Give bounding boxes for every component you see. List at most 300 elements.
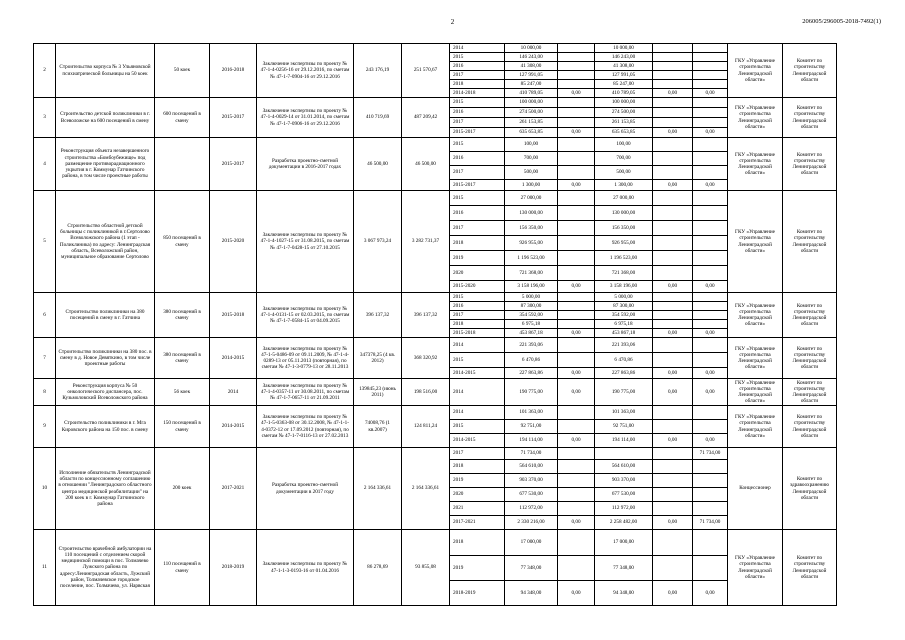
year-cell: 2017-2021	[450, 516, 505, 530]
total-funding: 564 610,00	[505, 460, 558, 474]
expertise-document: Заключение экспертизы по проекту № 47-1-4-0029-14 от 31.01.2014, по сметам № 47-1-7-0906-16 от 29.12.2016	[257, 98, 354, 138]
table-row	[34, 44, 893, 53]
year-cell: 2020	[450, 266, 505, 281]
construction-period: 2018-2019	[210, 530, 257, 606]
year-cell: 2016	[450, 152, 505, 166]
federal-funding	[558, 556, 595, 581]
municipal-funding: 0,00	[653, 89, 693, 98]
expertise-document: Разработка проектно-сметной документации в 2016-2017 годах	[257, 138, 354, 191]
municipal-funding: 0,00	[653, 516, 693, 530]
construction-period: 2014	[210, 379, 257, 406]
row-number: 4	[34, 138, 56, 191]
federal-funding: 0,00	[558, 581, 595, 606]
object-name: Строительство областной детской больницы с поликлиникой в г.Сертолово Всеволожского района (1 этап - Поликлиника) по адресу: Ленинградская область, Всеволожский район, муниципальное образование Сертолово	[56, 191, 155, 293]
expertise-document: Заключение экспертизы по проекту № 47-1-4-0357-11 от 30.08.2011, по сметам № 47-1-7-0657-11 от 21.09.2011	[257, 379, 354, 406]
row-number: 9	[34, 406, 56, 448]
municipal-funding	[653, 406, 693, 420]
document-id: 206005/296005-2018-7492(1)	[802, 18, 881, 25]
regional-funding: 5 000,00	[595, 293, 653, 302]
other-funding	[693, 311, 728, 320]
regional-funding: 94 348,00	[595, 581, 653, 606]
year-cell: 2019	[450, 556, 505, 581]
expertise-document: Заключение экспертизы по проекту № 47-1-5-0486-09 от 09.11.2009, № 47-1-4-0289-13 от 05.11.2013 (повторная), по сметам № 47-1-3-0779-13 от 28.11.2013	[257, 338, 354, 379]
total-funding: 261 153,85	[505, 118, 558, 128]
year-cell: 2015-2020	[450, 281, 505, 293]
construction-period: 2014-2015	[210, 338, 257, 379]
total-funding: 100 000,00	[505, 98, 558, 108]
budget-administrator: Комитет по строительству Ленинградской области	[783, 530, 837, 606]
regional-funding: 112 972,00	[595, 502, 653, 516]
year-cell: 2016	[450, 108, 505, 118]
federal-funding	[558, 44, 595, 53]
object-capacity: 110 посещений в смену	[155, 530, 210, 606]
municipal-funding	[653, 98, 693, 108]
total-funding: 6 975,18	[505, 320, 558, 329]
regional-funding: 410 789,05	[595, 89, 653, 98]
object-capacity: 56 коек	[155, 379, 210, 406]
regional-funding: 194 114,00	[595, 434, 653, 448]
object-name: Строительство врачебной амбулатории на 110 посещений с отделением скорой медицинской помощи в пос. Толмачево Лужского района по адресу:Ленинградская область, Лужский район, Толмачевское городское поселение, пос. Толмачево, ул. Нарвская	[56, 530, 155, 606]
total-funding: 85 247,00	[505, 80, 558, 89]
year-cell: 2016	[450, 302, 505, 311]
remaining-cost: 93 855,08	[402, 530, 450, 606]
federal-funding	[558, 448, 595, 460]
federal-funding: 0,00	[558, 281, 595, 293]
federal-funding: 0,00	[558, 180, 595, 191]
federal-funding	[558, 530, 595, 556]
construction-period: 2015-2020	[210, 191, 257, 293]
year-cell: 2016	[450, 206, 505, 221]
customer: Концессионер	[728, 448, 783, 530]
other-funding	[693, 266, 728, 281]
regional-funding: 635 653,85	[595, 128, 653, 138]
object-capacity: 50 коек	[155, 44, 210, 98]
total-funding: 2 330 216,00	[505, 516, 558, 530]
year-cell: 2017	[450, 311, 505, 320]
regional-funding: 3 158 196,00	[595, 281, 653, 293]
municipal-funding	[653, 44, 693, 53]
municipal-funding	[653, 166, 693, 180]
estimated-cost: 243 176,19	[354, 44, 402, 98]
total-funding: 94 348,00	[505, 581, 558, 606]
customer: ГКУ «Управление строительства Ленинградской области»	[728, 530, 783, 606]
federal-funding	[558, 62, 595, 71]
row-number: 10	[34, 448, 56, 530]
federal-funding	[558, 302, 595, 311]
federal-funding: 0,00	[558, 128, 595, 138]
investment-objects-table	[33, 43, 893, 606]
other-funding	[693, 191, 728, 206]
budget-administrator: Комитет по строительству Ленинградской области	[783, 293, 837, 338]
total-funding: 410 789,05	[505, 89, 558, 98]
table-row	[34, 98, 893, 108]
federal-funding	[558, 236, 595, 251]
remaining-cost: 2 164 336,61	[402, 448, 450, 530]
construction-period: 2015-2017	[210, 138, 257, 191]
other-funding: 0,00	[693, 128, 728, 138]
object-name: Строительство детской поликлиники в г. Всеволожске на 600 посещений в смену	[56, 98, 155, 138]
year-cell: 2015	[450, 98, 505, 108]
table-row	[34, 138, 893, 152]
regional-funding: 500,00	[595, 166, 653, 180]
federal-funding	[558, 98, 595, 108]
federal-funding	[558, 138, 595, 152]
row-number: 2	[34, 44, 56, 98]
municipal-funding	[653, 448, 693, 460]
regional-funding: 85 247,00	[595, 80, 653, 89]
total-funding: 635 653,85	[505, 128, 558, 138]
object-name: Строительство поликлиники на 380 посещений в смену в г. Гатчина	[56, 293, 155, 338]
total-funding: 1 300,00	[505, 180, 558, 191]
total-funding: 41 308,00	[505, 62, 558, 71]
other-funding	[693, 320, 728, 329]
estimated-cost: 347378,25 (4 кв. 2012)	[354, 338, 402, 379]
total-funding: 500,00	[505, 166, 558, 180]
municipal-funding	[653, 206, 693, 221]
object-name: Строительство корпуса № 3 Ульяновской психиатрической больницы на 50 коек	[56, 44, 155, 98]
federal-funding	[558, 460, 595, 474]
total-funding: 17 000,00	[505, 530, 558, 556]
customer: ГКУ «Управление строительства Ленинградской области»	[728, 379, 783, 406]
federal-funding	[558, 502, 595, 516]
other-funding	[693, 118, 728, 128]
municipal-funding	[653, 556, 693, 581]
year-cell: 2014-2015	[450, 434, 505, 448]
other-funding: 71 734,00	[693, 448, 728, 460]
federal-funding	[558, 71, 595, 80]
year-cell: 2015	[450, 293, 505, 302]
budget-administrator: Комитет по здравоохранению Ленинградской области	[783, 448, 837, 530]
other-funding	[693, 251, 728, 266]
total-funding: 130 000,00	[505, 206, 558, 221]
municipal-funding: 0,00	[653, 581, 693, 606]
other-funding: 0,00	[693, 329, 728, 338]
total-funding: 87 300,00	[505, 302, 558, 311]
total-funding: 221 393,06	[505, 338, 558, 353]
budget-administrator: Комитет по строительству Ленинградской области	[783, 138, 837, 191]
federal-funding	[558, 108, 595, 118]
regional-funding: 1 300,00	[595, 180, 653, 191]
regional-funding: 221 393,06	[595, 338, 653, 353]
regional-funding: 6 975,18	[595, 320, 653, 329]
year-cell: 2015	[450, 420, 505, 434]
other-funding	[693, 406, 728, 420]
other-funding: 0,00	[693, 89, 728, 98]
federal-funding	[558, 80, 595, 89]
estimated-cost: 139845,23 (июнь 2011)	[354, 379, 402, 406]
federal-funding	[558, 206, 595, 221]
municipal-funding: 0,00	[653, 379, 693, 406]
other-funding	[693, 530, 728, 556]
object-name: Строительство поликлиники на 380 пос. в смену в д. Новое Девяткино, в том числе проектные работы	[56, 338, 155, 379]
year-cell: 2018-2019	[450, 581, 505, 606]
total-funding: 27 000,00	[505, 191, 558, 206]
municipal-funding	[653, 530, 693, 556]
federal-funding	[558, 353, 595, 368]
regional-funding: 77 348,00	[595, 556, 653, 581]
total-funding: 190 775,00	[505, 379, 558, 406]
regional-funding: 156 350,00	[595, 221, 653, 236]
municipal-funding: 0,00	[653, 281, 693, 293]
remaining-cost: 368 320,92	[402, 338, 450, 379]
year-cell: 2019	[450, 474, 505, 488]
object-capacity: 150 посещений в смену	[155, 406, 210, 448]
year-cell: 2017	[450, 166, 505, 180]
total-funding: 92 751,00	[505, 420, 558, 434]
regional-funding: 261 153,85	[595, 118, 653, 128]
regional-funding: 354 592,00	[595, 311, 653, 320]
year-cell: 2014-2018	[450, 89, 505, 98]
federal-funding: 0,00	[558, 434, 595, 448]
remaining-cost: 3 282 731,37	[402, 191, 450, 293]
table-row	[34, 379, 893, 406]
remaining-cost: 198 516,00	[402, 379, 450, 406]
remaining-cost: 124 811,24	[402, 406, 450, 448]
municipal-funding	[653, 320, 693, 329]
municipal-funding: 0,00	[653, 368, 693, 379]
other-funding	[693, 98, 728, 108]
estimated-cost: 86 278,69	[354, 530, 402, 606]
year-cell: 2015-2017	[450, 128, 505, 138]
municipal-funding	[653, 420, 693, 434]
year-cell: 2014	[450, 44, 505, 53]
total-funding: 700,00	[505, 152, 558, 166]
other-funding	[693, 488, 728, 502]
regional-funding: 564 610,00	[595, 460, 653, 474]
federal-funding	[558, 320, 595, 329]
other-funding	[693, 460, 728, 474]
municipal-funding	[653, 118, 693, 128]
federal-funding	[558, 488, 595, 502]
federal-funding	[558, 53, 595, 62]
other-funding	[693, 293, 728, 302]
construction-period: 2016-2018	[210, 44, 257, 98]
year-cell: 2015-2017	[450, 180, 505, 191]
total-funding: 227 863,86	[505, 368, 558, 379]
total-funding: 146 243,00	[505, 53, 558, 62]
municipal-funding	[653, 221, 693, 236]
federal-funding	[558, 406, 595, 420]
regional-funding	[595, 448, 653, 460]
estimated-cost: 74008,76 (1 кв.2007)	[354, 406, 402, 448]
federal-funding	[558, 420, 595, 434]
total-funding: 677 530,00	[505, 488, 558, 502]
customer: ГКУ «Управление строительства Ленинградской области»	[728, 191, 783, 293]
federal-funding	[558, 251, 595, 266]
total-funding: 71 734,00	[505, 448, 558, 460]
customer: ГКУ «Управление строительства Ленинградской области»	[728, 98, 783, 138]
customer: ГКУ «Управление строительства Ленинградской области»	[728, 44, 783, 98]
year-cell: 2018	[450, 236, 505, 251]
federal-funding	[558, 166, 595, 180]
construction-period: 2015-2018	[210, 293, 257, 338]
federal-funding: 0,00	[558, 329, 595, 338]
other-funding	[693, 502, 728, 516]
year-cell: 2018	[450, 320, 505, 329]
regional-funding: 130 000,00	[595, 206, 653, 221]
construction-period: 2014-2015	[210, 406, 257, 448]
municipal-funding	[653, 152, 693, 166]
budget-administrator: Комитет по строительству Ленинградской области	[783, 44, 837, 98]
municipal-funding	[653, 251, 693, 266]
other-funding: 71 734,00	[693, 516, 728, 530]
other-funding: 0,00	[693, 379, 728, 406]
row-number: 3	[34, 98, 56, 138]
year-cell: 2015	[450, 191, 505, 206]
total-funding: 721 368,00	[505, 266, 558, 281]
year-cell: 2018	[450, 530, 505, 556]
other-funding	[693, 80, 728, 89]
municipal-funding	[653, 53, 693, 62]
total-funding: 101 363,00	[505, 406, 558, 420]
federal-funding	[558, 474, 595, 488]
row-number: 8	[34, 379, 56, 406]
expertise-document: Заключение экспертизы по проекту № 47-1-1-3-0193-16 от 01.04.2016	[257, 530, 354, 606]
year-cell: 2014	[450, 338, 505, 353]
table-row	[34, 338, 893, 353]
municipal-funding	[653, 338, 693, 353]
table-row	[34, 406, 893, 420]
estimated-cost: 3 067 973,24	[354, 191, 402, 293]
municipal-funding: 0,00	[653, 128, 693, 138]
expertise-document: Заключение экспертизы по проекту № 47-1-4-0256-16 от 29.12.2016, по сметам № 47-1-7-0904-16 от 29.12.2016	[257, 44, 354, 98]
total-funding: 10 000,00	[505, 44, 558, 53]
municipal-funding: 0,00	[653, 434, 693, 448]
total-funding: 453 867,18	[505, 329, 558, 338]
municipal-funding	[653, 353, 693, 368]
federal-funding	[558, 191, 595, 206]
year-cell: 2015	[450, 353, 505, 368]
other-funding	[693, 302, 728, 311]
budget-administrator: Комитет по строительству Ленинградской области	[783, 338, 837, 379]
estimated-cost: 410 719,69	[354, 98, 402, 138]
total-funding: 194 114,00	[505, 434, 558, 448]
expertise-document: Заключение экспертизы по проекту № 47-1-4-0131-15 от 02.03.2015, по сметам № 47-1-7-0584-15 от 04.09.2015	[257, 293, 354, 338]
municipal-funding	[653, 311, 693, 320]
year-cell: 2020	[450, 488, 505, 502]
total-funding: 3 158 196,00	[505, 281, 558, 293]
other-funding	[693, 138, 728, 152]
regional-funding: 146 243,00	[595, 53, 653, 62]
federal-funding	[558, 311, 595, 320]
regional-funding: 17 000,00	[595, 530, 653, 556]
regional-funding: 10 000,00	[595, 44, 653, 53]
municipal-funding	[653, 302, 693, 311]
regional-funding: 6 470,86	[595, 353, 653, 368]
regional-funding: 274 500,00	[595, 108, 653, 118]
municipal-funding	[653, 80, 693, 89]
remaining-cost: 46 500,00	[402, 138, 450, 191]
row-number: 5	[34, 191, 56, 293]
other-funding	[693, 62, 728, 71]
total-funding: 156 350,00	[505, 221, 558, 236]
customer: ГКУ «Управление строительства Ленинградской области»	[728, 338, 783, 379]
federal-funding	[558, 152, 595, 166]
year-cell: 2016	[450, 62, 505, 71]
federal-funding: 0,00	[558, 516, 595, 530]
regional-funding: 101 363,00	[595, 406, 653, 420]
year-cell: 2018	[450, 460, 505, 474]
federal-funding	[558, 293, 595, 302]
row-number: 11	[34, 530, 56, 606]
year-cell: 2015	[450, 53, 505, 62]
federal-funding: 0,00	[558, 89, 595, 98]
budget-administrator: Комитет по строительству Ленинградской области	[783, 191, 837, 293]
total-funding: 354 592,00	[505, 311, 558, 320]
municipal-funding	[653, 62, 693, 71]
other-funding	[693, 420, 728, 434]
municipal-funding	[653, 71, 693, 80]
regional-funding: 227 863,86	[595, 368, 653, 379]
total-funding: 77 348,00	[505, 556, 558, 581]
other-funding	[693, 44, 728, 53]
object-capacity: 600 посещений в смену	[155, 98, 210, 138]
remaining-cost: 251 570,67	[402, 44, 450, 98]
regional-funding: 677 530,00	[595, 488, 653, 502]
total-funding: 6 470,86	[505, 353, 558, 368]
regional-funding: 721 368,00	[595, 266, 653, 281]
municipal-funding	[653, 293, 693, 302]
table-row	[34, 191, 893, 206]
budget-administrator: Комитет по строительству Ленинградской области	[783, 379, 837, 406]
page-number: 2	[450, 18, 455, 26]
object-capacity	[155, 138, 210, 191]
other-funding	[693, 474, 728, 488]
regional-funding: 87 300,00	[595, 302, 653, 311]
other-funding: 0,00	[693, 434, 728, 448]
other-funding	[693, 236, 728, 251]
total-funding: 1 196 523,00	[505, 251, 558, 266]
federal-funding	[558, 118, 595, 128]
other-funding	[693, 338, 728, 353]
regional-funding: 41 308,00	[595, 62, 653, 71]
municipal-funding	[653, 266, 693, 281]
object-name: Строительство поликлиники в г. Мга Кировского района на 150 пос. в смену	[56, 406, 155, 448]
municipal-funding: 0,00	[653, 180, 693, 191]
year-cell: 2014-2015	[450, 368, 505, 379]
other-funding	[693, 206, 728, 221]
year-cell: 2018	[450, 80, 505, 89]
regional-funding: 92 751,00	[595, 420, 653, 434]
expertise-document: Заключение экспертизы по проекту № 47-1-5-0363-08 от 30.12.2008, № 47-1-1-4-0372-12 от 17.09.2012 (повторная), по сметам № 47-1-7-0116-13 от 27.02.2013	[257, 406, 354, 448]
expertise-document: Заключение экспертизы по проекту № 47-1-4-1027-15 от 31.08.2015, по сметам № 47-1-7-0428-15 от 27.10.2015	[257, 191, 354, 293]
year-cell: 2015	[450, 138, 505, 152]
construction-period: 2017-2021	[210, 448, 257, 530]
regional-funding: 27 000,00	[595, 191, 653, 206]
municipal-funding	[653, 502, 693, 516]
other-funding	[693, 152, 728, 166]
other-funding: 0,00	[693, 368, 728, 379]
expertise-document: Разработка проектно-сметной документации в 2017 году	[257, 448, 354, 530]
object-capacity: 200 коек	[155, 448, 210, 530]
total-funding: 112 972,00	[505, 502, 558, 516]
estimated-cost: 2 164 336,61	[354, 448, 402, 530]
municipal-funding	[653, 191, 693, 206]
year-cell: 2015-2018	[450, 329, 505, 338]
total-funding: 127 991,05	[505, 71, 558, 80]
other-funding	[693, 166, 728, 180]
regional-funding: 903 370,00	[595, 474, 653, 488]
object-name: Исполнение обязательств Ленинградской области по концессионному соглашению в отношении "Ленинградского областного центра медицинской реабилитации" на 200 коек в г. Коммунар Гатчинского района	[56, 448, 155, 530]
other-funding: 0,00	[693, 180, 728, 191]
table-row	[34, 530, 893, 556]
year-cell: 2014	[450, 406, 505, 420]
row-number: 6	[34, 293, 56, 338]
customer: ГКУ «Управление строительства Ленинградской области»	[728, 293, 783, 338]
year-cell: 2014	[450, 379, 505, 406]
regional-funding: 926 955,00	[595, 236, 653, 251]
regional-funding: 453 867,18	[595, 329, 653, 338]
